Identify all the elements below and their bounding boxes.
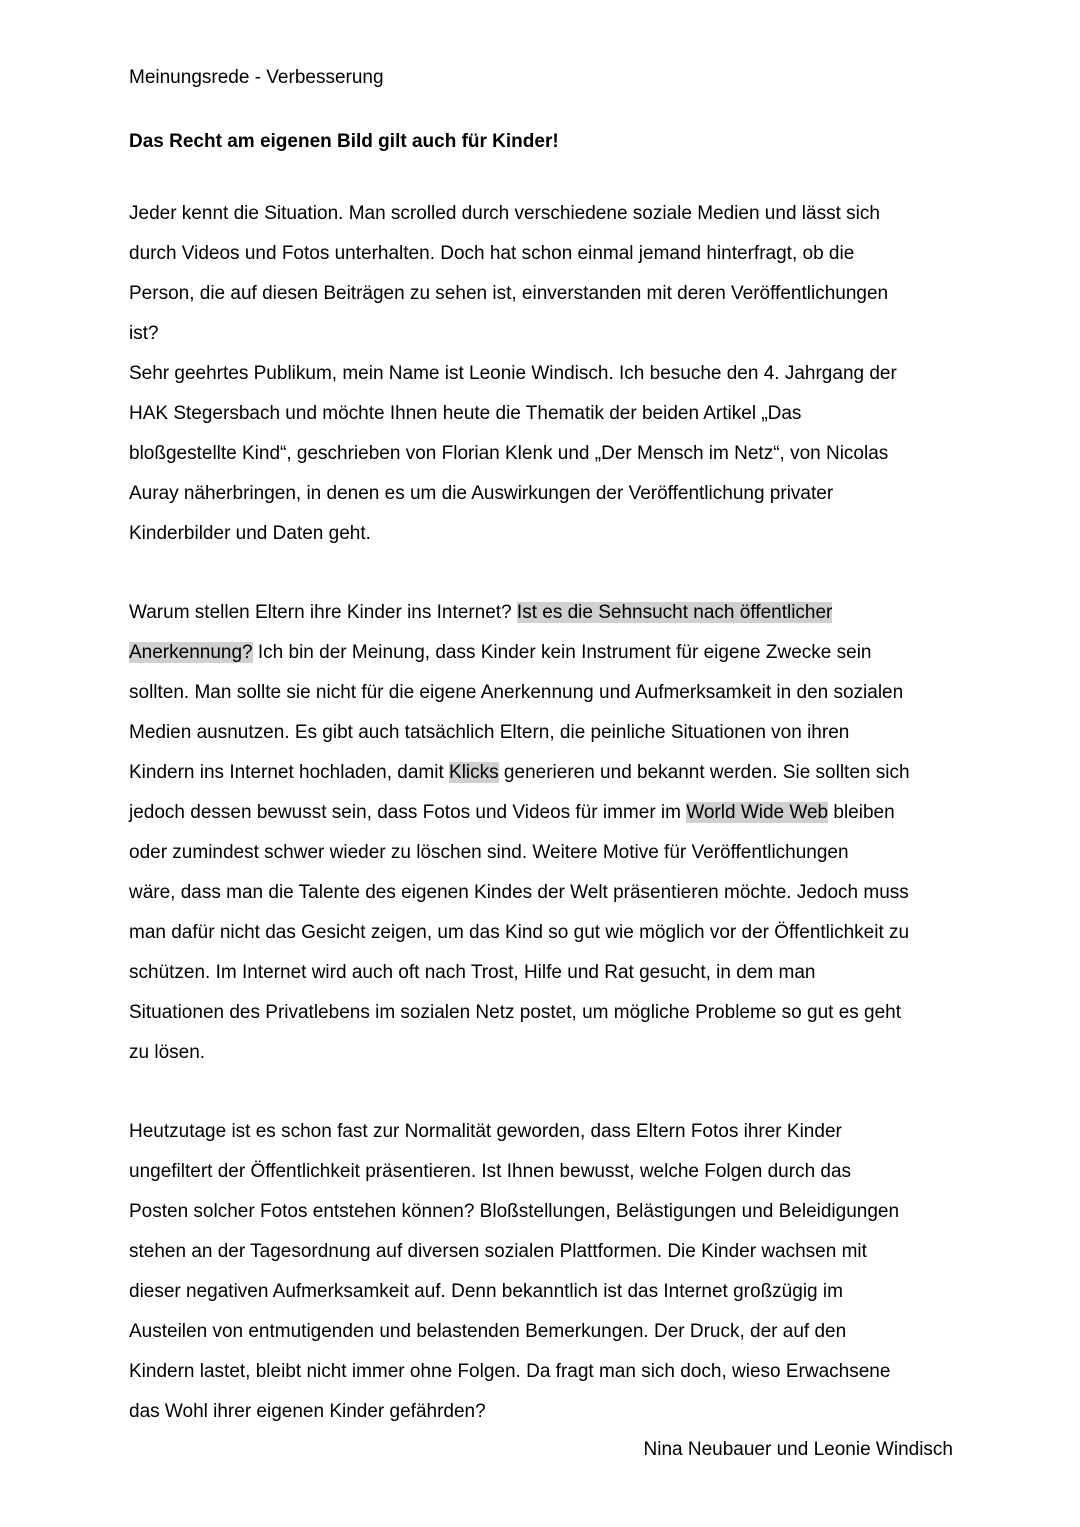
document-title: Das Recht am eigenen Bild gilt auch für Kinder!	[129, 131, 559, 152]
body-text-line	[129, 1159, 851, 1185]
body-text-line	[129, 1199, 899, 1225]
text-segment: Kinderbilder und Daten geht.	[129, 523, 371, 544]
text-segment: das Wohl ihrer eigenen Kinder gefährden?	[129, 1401, 486, 1422]
text-segment: Austeilen von entmutigenden und belastenden Bemerkungen. Der Druck, der auf den	[129, 1321, 847, 1342]
text-segment: Sehr geehrtes Publikum, mein Name ist Leonie Windisch. Ich besuche den 4. Jahrgang der	[129, 363, 897, 384]
text-segment: Auray näherbringen, in denen es um die Auswirkungen der Veröffentlichung privater	[129, 483, 834, 504]
text-segment: stehen an der Tagesordnung auf diversen sozialen Plattformen. Die Kinder wachsen mit	[129, 1241, 867, 1262]
text-segment: bleiben	[828, 802, 895, 823]
body-text-line	[129, 600, 832, 626]
body-text-line	[129, 1040, 205, 1066]
text-segment: sollten. Man sollte sie nicht für die eigene Anerkennung und Aufmerksamkeit in den sozialen	[129, 682, 904, 703]
body-text-line	[129, 201, 880, 227]
text-segment: Person, die auf diesen Beiträgen zu sehen ist, einverstanden mit deren Veröffentlichungen	[129, 283, 889, 304]
body-text-line	[129, 680, 903, 706]
body-text-line	[129, 401, 801, 427]
text-segment: Warum stellen Eltern ihre Kinder ins Internet?	[129, 602, 517, 623]
text-segment: schützen. Im Internet wird auch oft nach Trost, Hilfe und Rat gesucht, in dem man	[129, 962, 816, 983]
body-text-line	[129, 800, 895, 826]
text-segment: jedoch dessen bewusst sein, dass Fotos und Videos für immer im	[129, 802, 687, 823]
highlighted-text: Anerkennung?	[129, 642, 253, 663]
text-segment: wäre, dass man die Talente des eigenen Kindes der Welt präsentieren möchte. Jedoch muss	[129, 882, 909, 903]
body-text-line	[129, 441, 888, 467]
body-text-line	[129, 1119, 842, 1145]
body-text-line	[129, 241, 854, 267]
body-text-line	[129, 1000, 901, 1026]
body-text-line	[129, 1279, 843, 1305]
body-text-line	[129, 1239, 867, 1265]
body-text-line	[129, 640, 872, 666]
text-segment: Jeder kennt die Situation. Man scrolled durch verschiedene soziale Medien und lässt sich	[129, 203, 880, 224]
body-text-line	[129, 1319, 846, 1345]
text-segment: generieren und bekannt werden. Sie sollten sich	[498, 762, 910, 783]
body-text-line	[129, 281, 888, 307]
text-segment: Kindern lastet, bleibt nicht immer ohne Folgen. Da fragt man sich doch, wieso Erwachsene	[129, 1361, 891, 1382]
text-segment: man dafür nicht das Gesicht zeigen, um das Kind so gut wie möglich vor der Öffentlichkeit zu	[129, 922, 910, 943]
text-segment: ist?	[129, 323, 159, 344]
text-segment: Heutzutage ist es schon fast zur Normalität geworden, dass Eltern Fotos ihrer Kinder	[129, 1121, 842, 1142]
body-text-line	[129, 1359, 890, 1385]
document-authors: Nina Neubauer und Leonie Windisch	[643, 1439, 953, 1460]
body-text-line	[129, 760, 910, 786]
text-segment: durch Videos und Fotos unterhalten. Doch hat schon einmal jemand hinterfragt, ob die	[129, 243, 855, 264]
text-segment: ungefiltert der Öffentlichkeit präsentieren. Ist Ihnen bewusst, welche Folgen durch das	[129, 1161, 852, 1182]
text-segment: bloßgestellte Kind“, geschrieben von Florian Klenk und „Der Mensch im Netz“, von Nicolas	[129, 443, 889, 464]
body-text-line	[129, 880, 909, 906]
text-segment: oder zumindest schwer wieder zu löschen sind. Weitere Motive für Veröffentlichungen	[129, 842, 849, 863]
body-text-line	[129, 920, 909, 946]
highlighted-text: Klicks	[449, 762, 499, 783]
text-segment: Posten solcher Fotos entstehen können? Bloßstellungen, Belästigungen und Beleidigungen	[129, 1201, 900, 1222]
text-segment: Medien ausnutzen. Es gibt auch tatsächlich Eltern, die peinliche Situationen von ihren	[129, 722, 850, 743]
text-segment: HAK Stegersbach und möchte Ihnen heute die Thematik der beiden Artikel „Das	[129, 403, 802, 424]
body-text-line	[129, 720, 849, 746]
body-text-line	[129, 361, 897, 387]
document-heading: Meinungsrede - Verbesserung	[129, 67, 384, 88]
body-text-line	[129, 1399, 486, 1425]
highlighted-text: Ist es die Sehnsucht nach öffentlicher	[516, 602, 833, 623]
highlighted-text: World Wide Web	[686, 802, 829, 823]
body-text-line	[129, 521, 371, 547]
text-segment: Kindern ins Internet hochladen, damit	[129, 762, 450, 783]
body-text-line	[129, 321, 159, 347]
text-segment: Situationen des Privatlebens im sozialen Netz postet, um mögliche Probleme so gut es geht	[129, 1002, 902, 1023]
body-text-line	[129, 960, 815, 986]
body-text-line	[129, 481, 833, 507]
text-segment: dieser negativen Aufmerksamkeit auf. Denn bekanntlich ist das Internet großzügig im	[129, 1281, 843, 1302]
text-segment: zu lösen.	[129, 1042, 206, 1063]
text-segment: Ich bin der Meinung, dass Kinder kein Instrument für eigene Zwecke sein	[252, 642, 872, 663]
body-text-line	[129, 840, 849, 866]
